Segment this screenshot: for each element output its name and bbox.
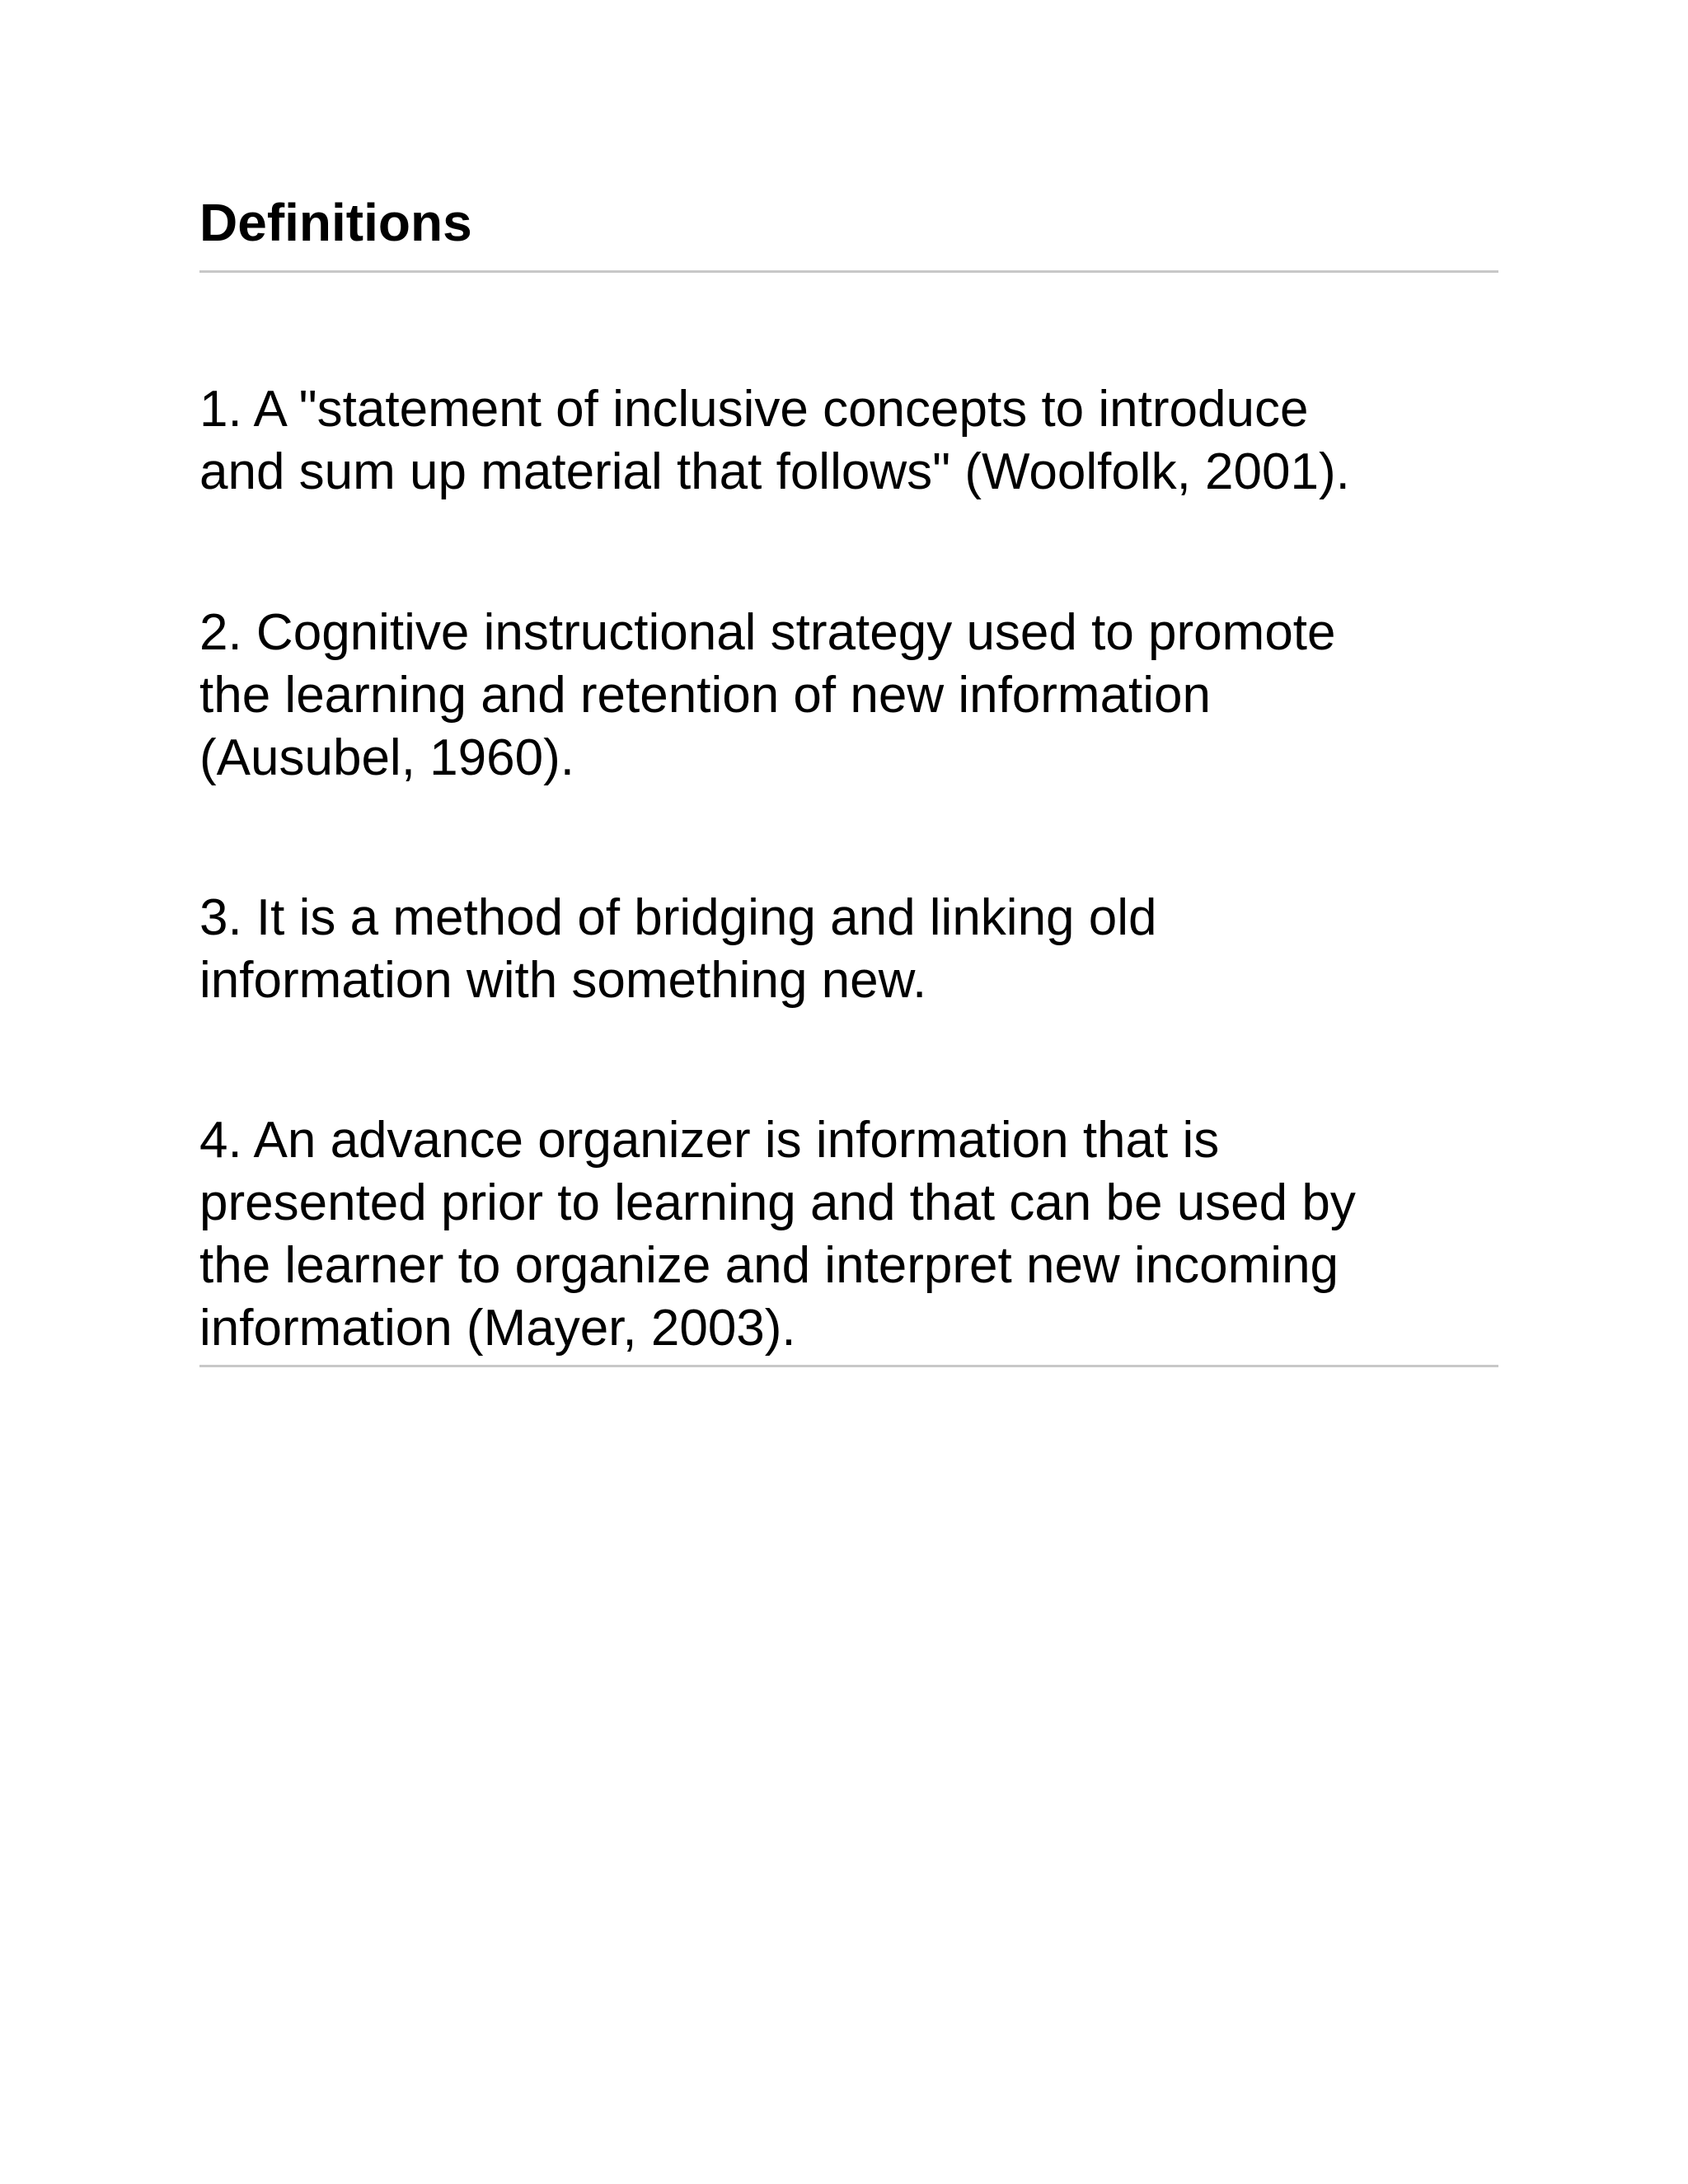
definition-line: and sum up material that follows" (Woolfolk, 2001). (199, 443, 1350, 500)
definition-item-3 (199, 887, 1498, 1012)
definition-item-4 (199, 1109, 1498, 1360)
definition-line: information (Mayer, 2003). (199, 1300, 796, 1357)
definition-item-2 (199, 602, 1498, 790)
definition-line: (Ausubel, 1960). (199, 729, 574, 786)
definition-line: 2. Cognitive instructional strategy used to promote (199, 604, 1336, 661)
definition-line: information with something new. (199, 952, 927, 1009)
definitions-list (199, 378, 1498, 1360)
definition-line: 4. An advance organizer is information that is (199, 1112, 1220, 1169)
definition-line: 3. It is a method of bridging and linking old (199, 889, 1157, 946)
bottom-divider (199, 1365, 1498, 1367)
definition-line: 1. A "statement of inclusive concepts to introduce (199, 381, 1309, 438)
definition-line: the learner to organize and interpret new incoming (199, 1237, 1339, 1294)
definition-line: the learning and retention of new information (199, 667, 1212, 724)
definitions-section (199, 193, 1498, 1367)
definition-item-1 (199, 378, 1498, 504)
title-divider (199, 270, 1498, 273)
definition-line: presented prior to learning and that can be used by (199, 1174, 1356, 1231)
page-title: Definitions (199, 193, 472, 252)
